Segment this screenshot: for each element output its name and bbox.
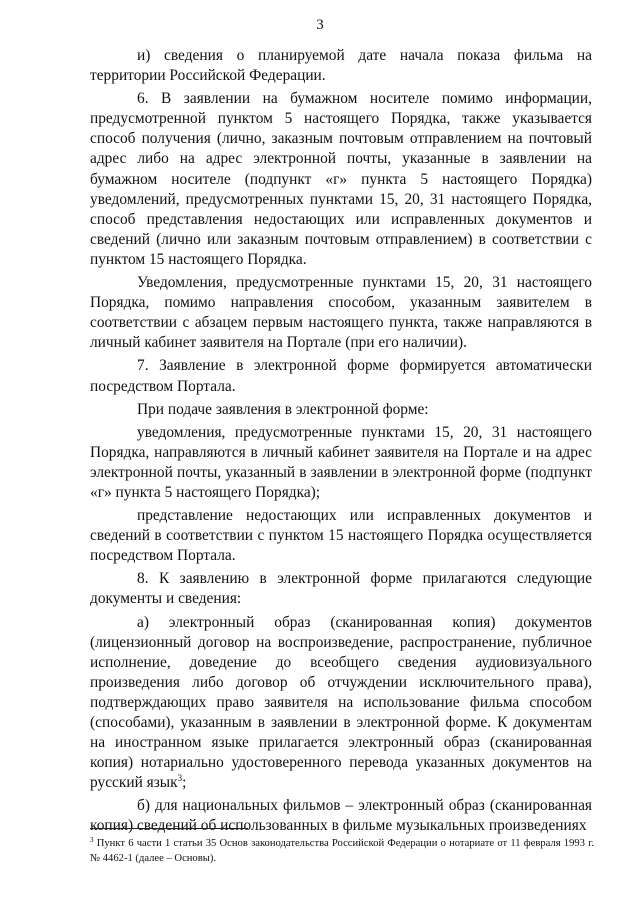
paragraph: 6. В заявлении на бумажном носителе помимо информации, предусмотренной пунктом 5 настоящего Порядка, также указывается способ получения (лично, заказным почтовым отправлением на почтовый адрес либо на адрес электронной почты, указанные в заявлении на бумажном носителе (подпункт «г» пункта 5 настоящего Порядка) уведомлений, предусмотренных пунктами 15, 20, 31 настоящего Порядка, способ представления недостающих или исправленных документов и сведений (лично или заказным почтовым отправлением) в соответствии с пунктом 15 настоящего Порядка. — [90, 90, 592, 268]
footnote-reference[interactable]: 3 — [177, 773, 183, 784]
footnote — [90, 836, 594, 866]
paragraph-text-tail: ; — [182, 774, 187, 792]
footnote-text: Пункт 6 части 1 статьи 35 Основ законодательства Российской Федерации о нотариате от 11 февраля 1993 г. № 4462-1 (далее – Основы). — [90, 838, 594, 864]
paragraph-text: а) электронный образ (сканированная копия) документов (лицензионный договор на воспроизведение, распространение, публичное исполнение, доведение до всеобщего сведения аудиовизуального произведения либо договор об отчуждении исключительного права), подтверждающих право заявителя на использование фильма способом (способами), указанным в заявлении в электронной форме. К документам на иностранном языке прилагается электронный образ (сканированная копия) нотариально удостоверенного перевода указанных документов на русский язык — [90, 613, 592, 792]
paragraph: 7. Заявление в электронной форме формируется автоматически посредством Портала. — [90, 357, 592, 395]
paragraph: При подаче заявления в электронной форме: — [137, 400, 429, 418]
paragraph: уведомления, предусмотренные пунктами 15, 20, 31 настоящего Порядка, направляются в личный кабинет заявителя на Портале и на адрес электронной почты, указанный в заявлении в электронной форме (подпункт «г» пункта 5 настоящего Порядка); — [90, 423, 592, 501]
paragraph: представление недостающих или исправленных документов и сведений в соответствии с пунктом 15 настоящего Порядка осуществляется посредством Портала. — [90, 507, 592, 565]
paragraph: и) сведения о планируемой дате начала показа фильма на территории Российской Федерации. — [90, 47, 592, 85]
footnote-marker: 3 — [90, 836, 94, 844]
paragraph: б) для национальных фильмов – электронный образ (сканированная копия) сведений об использованных в фильме музыкальных произведениях — [90, 797, 592, 835]
paragraph: 8. К заявлению в электронной форме прилагаются следующие документы и сведения: — [90, 570, 592, 608]
paragraph — [90, 613, 592, 794]
paragraph: Уведомления, предусмотренные пунктами 15, 20, 31 настоящего Порядка, помимо направления способом, указанным заявителем в соответствии с абзацем первым настоящего пункта, также направляются в личный кабинет заявителя на Портале (при его наличии). — [90, 274, 592, 352]
footnote-separator — [90, 828, 248, 829]
page-number: 3 — [316, 17, 324, 33]
body-text — [90, 46, 592, 837]
